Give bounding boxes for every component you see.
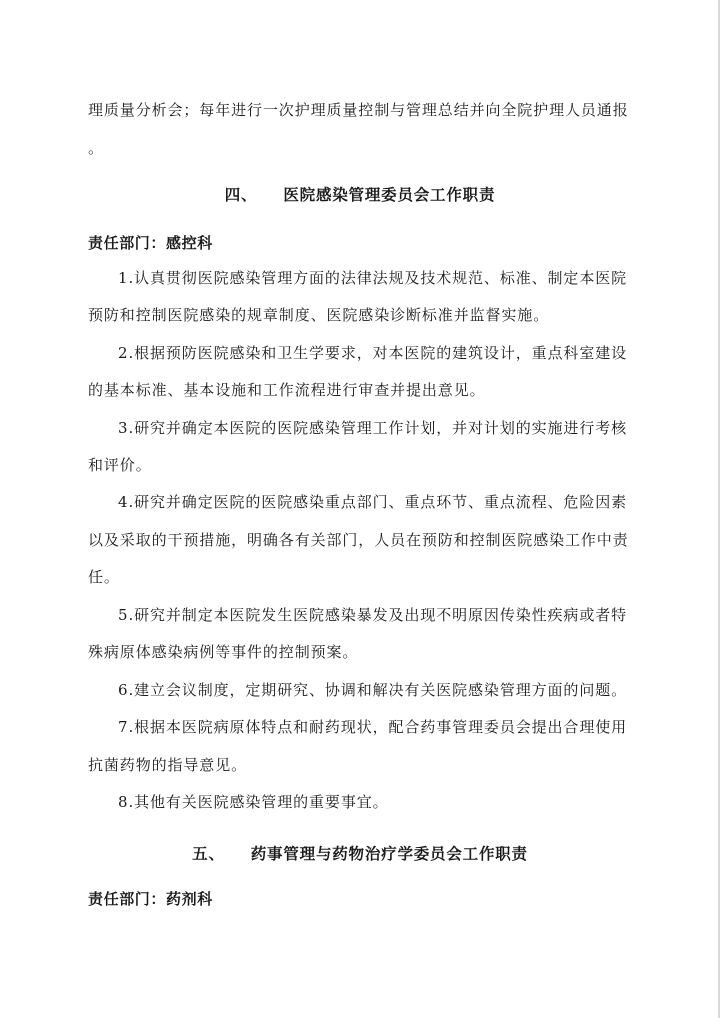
list-item-line: 4.研究并确定医院的医院感染重点部门、重点环节、重点流程、危险因素 [118, 493, 628, 511]
section-number: 四、 [224, 185, 258, 204]
list-item-line: 和评价。 [88, 456, 152, 474]
list-item-line: 7.根据本医院病原体特点和耐药现状，配合药事管理委员会提出合理使用 [118, 718, 628, 736]
list-item-line: 以及采取的干预措施，明确各有关部门，人员在预防和控制医院感染工作中责 [88, 531, 629, 549]
list-item-line: 殊病原体感染病例等事件的控制预案。 [88, 643, 359, 661]
section-number: 五、 [192, 844, 225, 863]
list-item-line: 1.认真贯彻医院感染管理方面的法律法规及技术规范、标准、制定本医院 [118, 269, 628, 287]
list-item-line: 的基本标准、基本设施和工作流程进行审查并提出意见。 [88, 381, 486, 399]
list-item-line: 3.研究并确定本医院的医院感染管理工作计划，并对计划的实施进行考核 [118, 419, 628, 437]
responsible-department: 责任部门：感控科 [88, 234, 213, 252]
section-title: 药事管理与药物治疗学委员会工作职责 [250, 844, 528, 863]
list-item-line: 2.根据预防医院感染和卫生学要求，对本医院的建筑设计，重点科室建设 [118, 344, 628, 362]
section-heading [0, 844, 720, 864]
section-heading [0, 185, 720, 205]
list-item-line: 任。 [88, 568, 120, 586]
list-item-line: 8.其他有关医院感染管理的重要事宜。 [118, 793, 389, 811]
continuation-line: 理质量分析会；每年进行一次护理质量控制与管理总结并向全院护理人员通报 [88, 101, 629, 119]
list-item-line: 5.研究并制定本医院发生医院感染暴发及出现不明原因传染性疾病或者特 [118, 606, 628, 624]
section-title: 医院感染管理委员会工作职责 [283, 185, 496, 204]
responsible-department: 责任部门：药剂科 [88, 890, 213, 908]
list-item-line: 预防和控制医院感染的规章制度、医院感染诊断标准并监督实施。 [88, 306, 550, 324]
continuation-line: 。 [88, 139, 104, 157]
list-item-line: 6.建立会议制度，定期研究、协调和解决有关医院感染管理方面的问题。 [118, 681, 628, 699]
list-item-line: 抗菌药物的指导意见。 [88, 756, 248, 774]
